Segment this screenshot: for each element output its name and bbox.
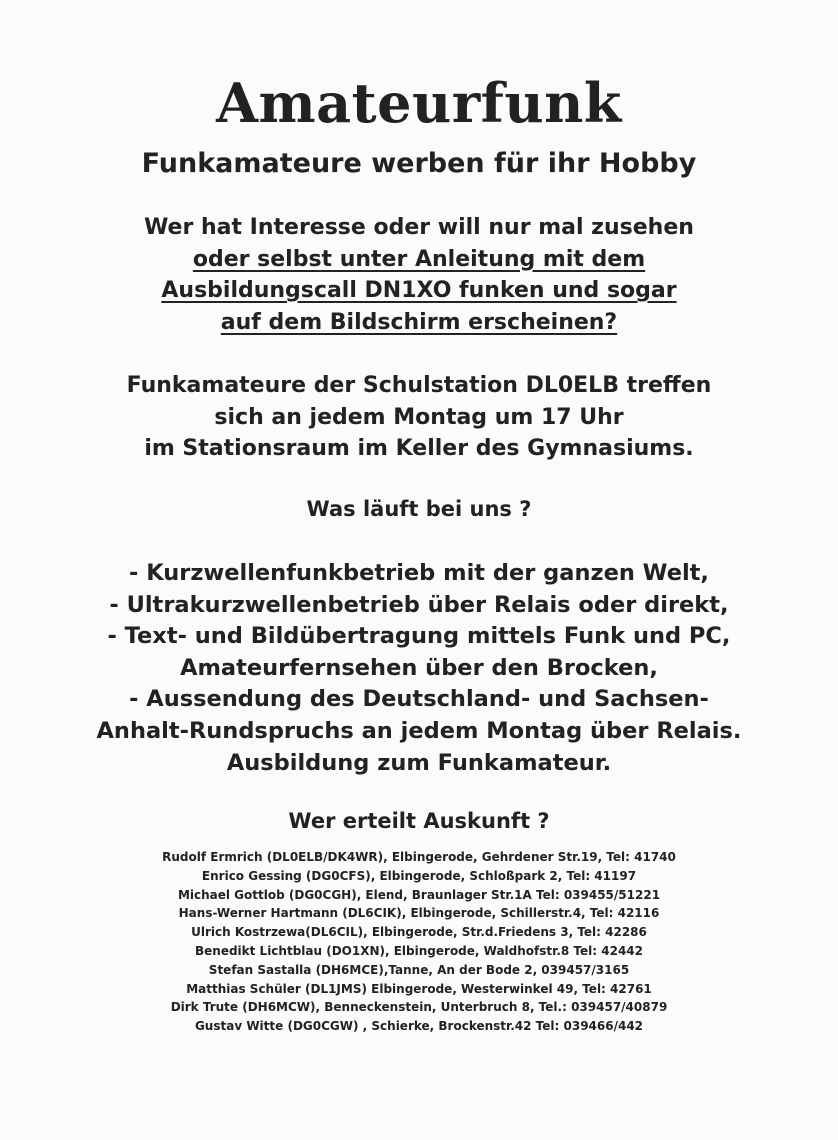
activity-item: Ausbildung zum Funkamateur. xyxy=(226,749,612,776)
contact-entry: Hans-Werner Hartmann (DL6CIK), Elbingerode, Schillerstr.4, Tel: 42116 xyxy=(178,906,660,921)
meeting-line: Funkamateure der Schulstation DL0ELB treffen xyxy=(126,373,712,398)
contact-entry: Ulrich Kostrzewa(DL6CIL), Elbingerode, Str.d.Friedens 3, Tel: 42286 xyxy=(191,925,647,940)
activity-item: - Kurzwellenfunkbetrieb mit der ganzen Welt, xyxy=(129,560,709,586)
contact-entry: Rudolf Ermrich (DL0ELB/DK4WR), Elbingerode, Gehrdener Str.19, Tel: 41740 xyxy=(162,850,676,864)
activities-list xyxy=(0,558,838,779)
page-subtitle: Funkamateure werben für ihr Hobby xyxy=(141,148,697,179)
activities-heading: Was läuft bei uns ? xyxy=(306,497,532,521)
activity-item: - Text- und Bildübertragung mittels Funk und PC, xyxy=(107,623,731,650)
activity-item: - Aussendung des Deutschland- und Sachsen- xyxy=(129,686,709,713)
meeting-line: im Stationsraum im Keller des Gymnasiums. xyxy=(144,436,694,461)
contact-entry: Gustav Witte (DG0CGW) , Schierke, Brockenstr.42 Tel: 039466/442 xyxy=(194,1019,644,1034)
contact-entry: Matthias Schüler (DL1JMS) Elbingerode, Westerwinkel 49, Tel: 42761 xyxy=(186,981,652,996)
contacts-heading: Wer erteilt Auskunft ? xyxy=(288,809,550,833)
intro-underlined-line: Ausbildungscall DN1XO funken und sogar xyxy=(161,278,677,303)
contact-entry: Enrico Gessing (DG0CFS), Elbingerode, Schloßpark 2, Tel: 41197 xyxy=(201,868,637,883)
intro-underlined-line: oder selbst unter Anleitung mit dem xyxy=(192,246,646,272)
activity-item: - Ultrakurzwellenbetrieb über Relais oder direkt, xyxy=(109,591,729,618)
intro-question xyxy=(0,212,838,338)
activity-item: Anhalt-Rundspruchs an jedem Montag über Relais. xyxy=(96,717,742,744)
contacts-list xyxy=(0,848,838,1036)
meeting-line: sich an jedem Montag um 17 Uhr xyxy=(214,404,624,430)
intro-underlined-line: auf dem Bildschirm erscheinen? xyxy=(220,309,618,335)
contact-entry: Stefan Sastalla (DH6MCE),Tanne, An der Bode 2, 039457/3165 xyxy=(208,962,630,977)
activity-item: Amateurfernsehen über den Brocken, xyxy=(180,654,658,681)
contact-entry: Dirk Trute (DH6MCW), Benneckenstein, Unterbruch 8, Tel.: 039457/40879 xyxy=(170,1000,668,1015)
page-title: Amateurfunk xyxy=(216,71,622,135)
contact-entry: Benedikt Lichtblau (DO1XN), Elbingerode, Waldhofstr.8 Tel: 42442 xyxy=(194,943,644,958)
meeting-info xyxy=(0,370,838,465)
contact-entry: Michael Gottlob (DG0CGH), Elend, Braunlager Str.1A Tel: 039455/51221 xyxy=(177,887,661,902)
intro-line: Wer hat Interesse oder will nur mal zusehen xyxy=(144,215,694,240)
